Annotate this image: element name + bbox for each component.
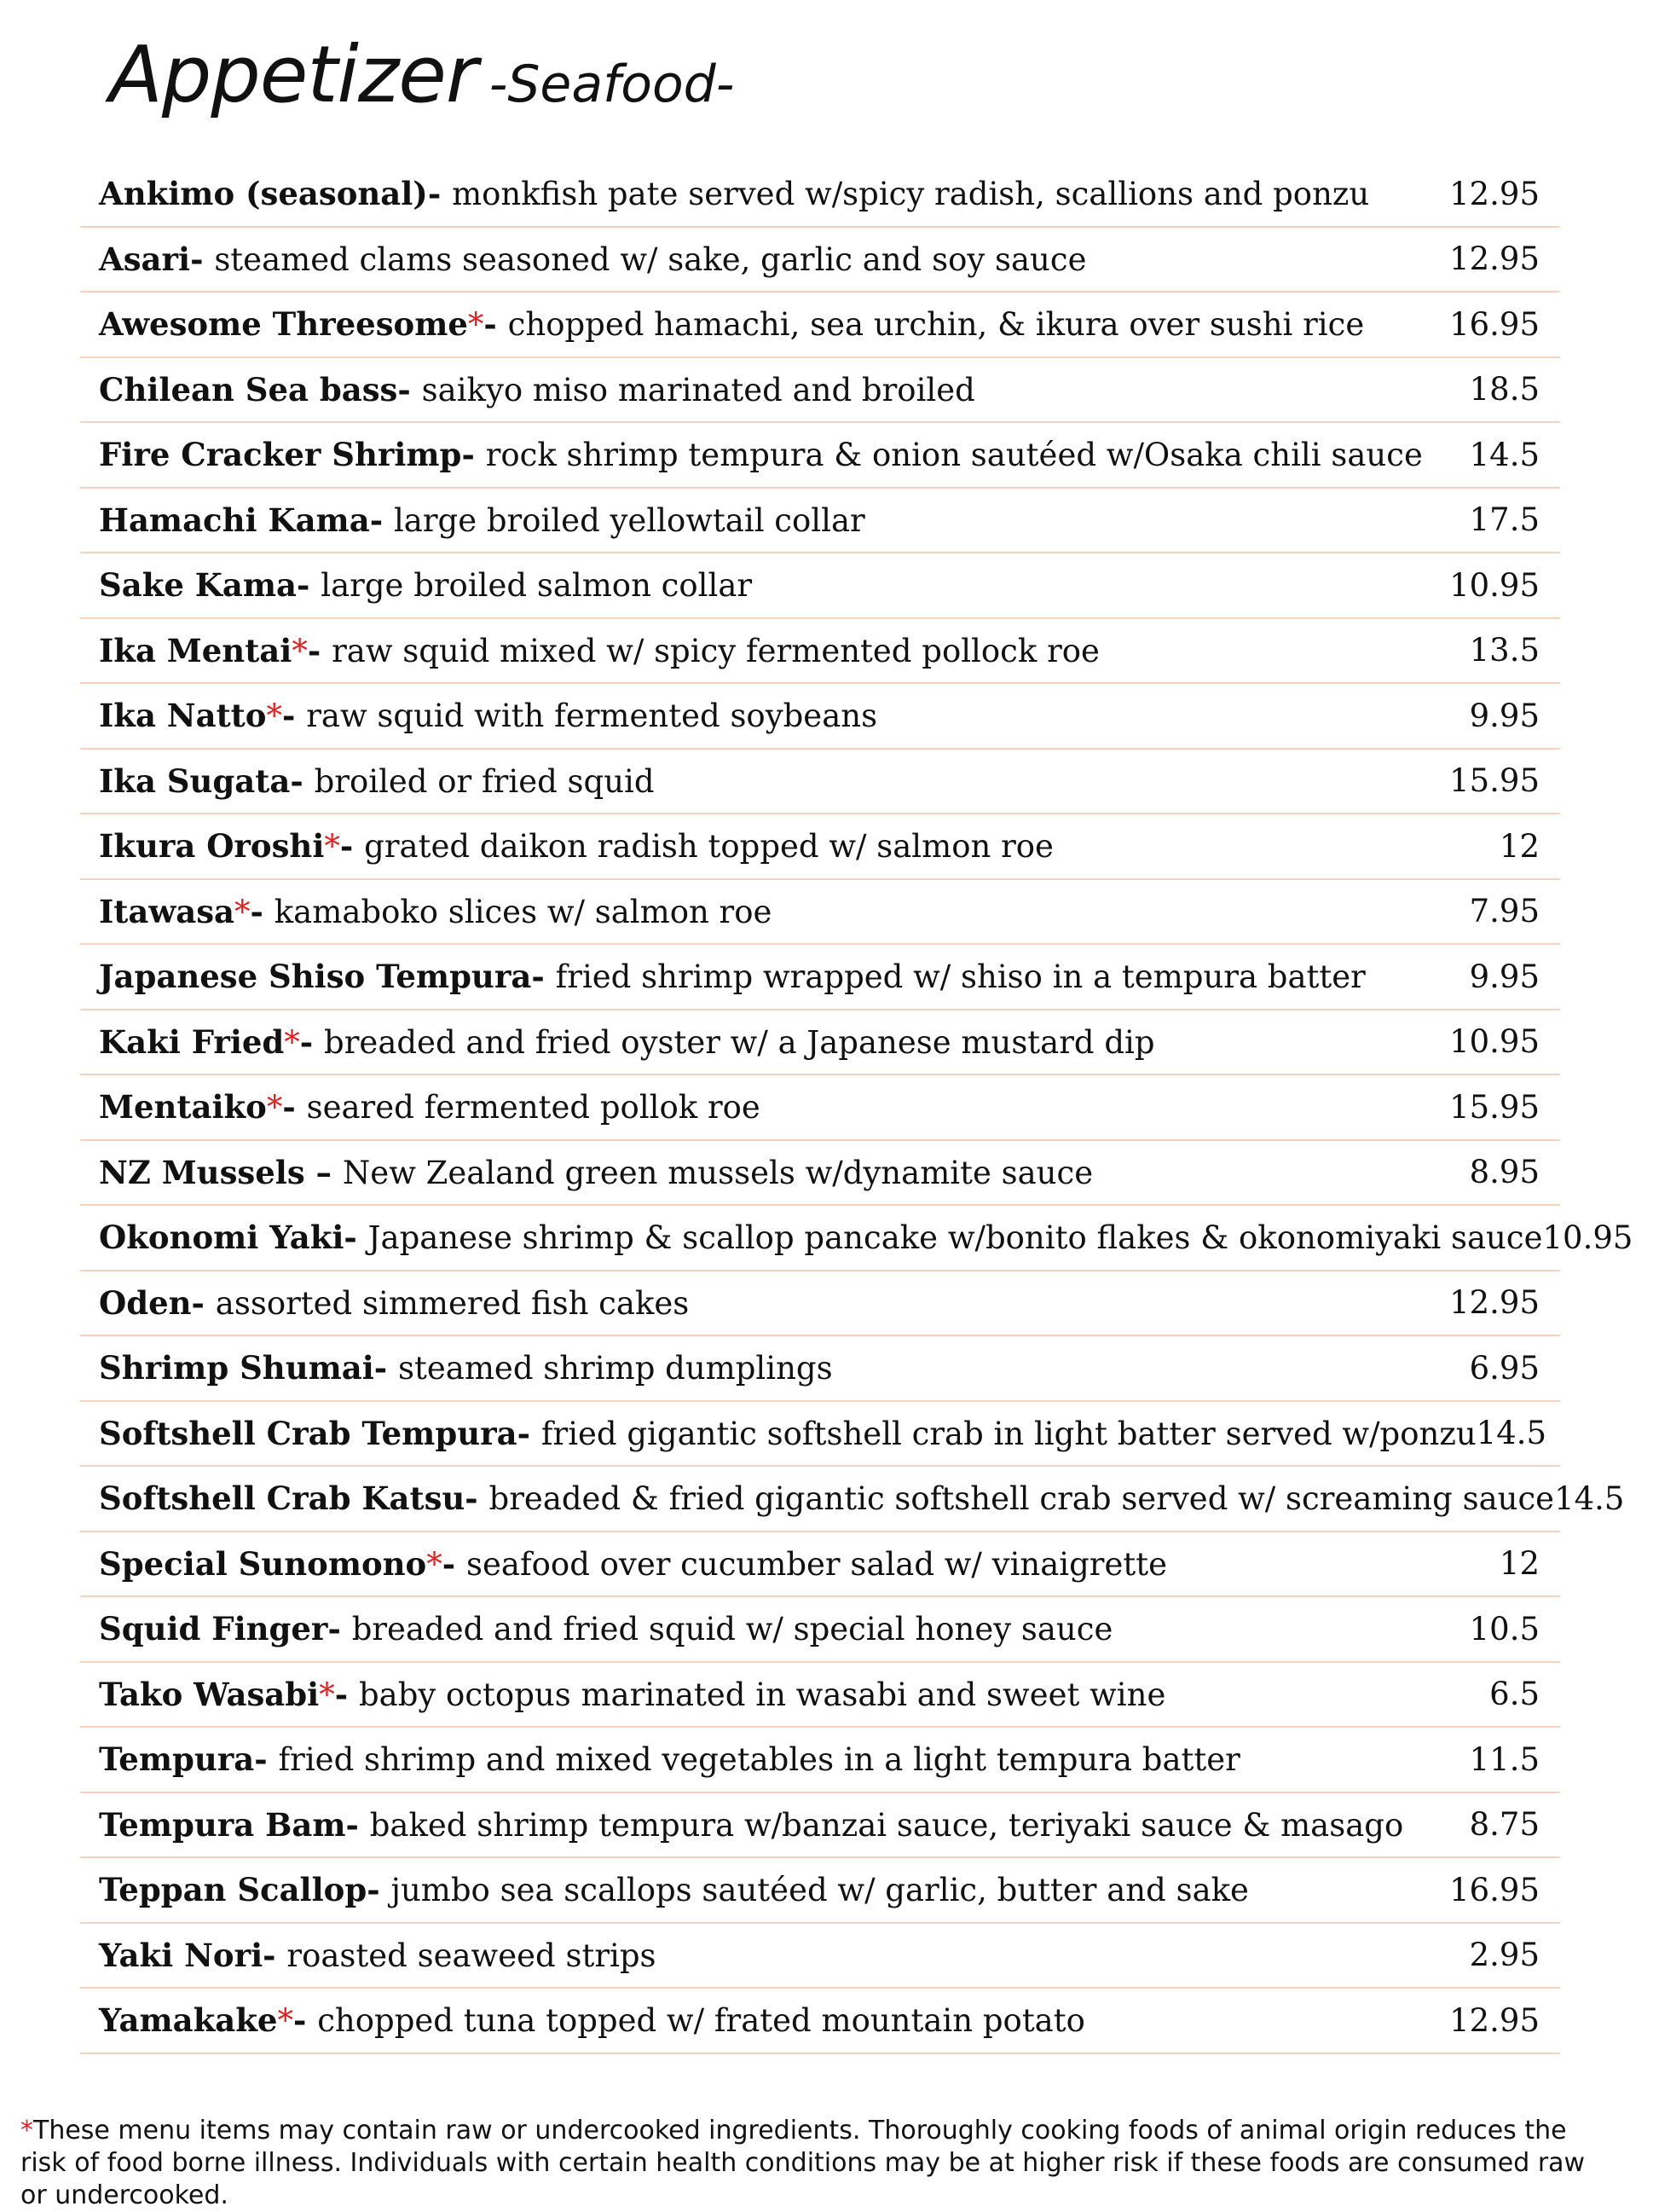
menu-item-separator: - [263,1936,287,1974]
menu-item [80,1532,1560,1598]
menu-item-price: 15.95 [1449,1088,1540,1126]
menu-item-description: rock shrimp tempura & onion sautéed w/Osaka chili sauce [485,437,1423,474]
menu-item-text [80,1871,1403,1908]
menu-item-price: 9.95 [1469,958,1540,995]
menu-item-description: saikyo miso marinated and broiled [421,371,975,408]
menu-item-text [80,1284,1403,1322]
menu-item-description: fried gigantic softshell crab in light batter served w/ponzu [540,1415,1477,1452]
menu-item-price: 8.95 [1469,1154,1540,1191]
menu-item-text [80,1219,1542,1256]
menu-item-name: Ika Natto [99,697,267,735]
menu-item [80,423,1560,489]
menu-item-name: Itawasa [99,892,235,930]
menu-item-price: 18.5 [1469,371,1540,408]
menu-item [80,1924,1560,1989]
menu-item-description: assorted simmered fish cakes [215,1284,690,1322]
menu-item-price: 14.5 [1476,1415,1547,1452]
menu-item [80,1075,1560,1141]
menu-item-text [80,1806,1403,1844]
menu-item [80,880,1560,946]
menu-item-separator: - [517,1414,541,1452]
menu-item-price: 12 [1499,827,1540,865]
menu-item-price: 12 [1499,1545,1540,1583]
menu-item-separator: - [427,175,453,213]
menu-item-price: 15.95 [1449,762,1540,800]
menu-item-price: 10.5 [1469,1610,1540,1647]
menu-item-description: grated daikon radish topped w/ salmon roe [364,828,1054,866]
footnote-text: These menu items may contain raw or undercooked ingredients. Thoroughly cooking foods of animal origin reduces the risk of food borne illness. Individuals with certain health conditions may be at higher risk if these foods are consumed raw or undercooked. [20,2116,1586,2210]
menu-item-price: 16.95 [1449,1871,1540,1908]
menu-item-text [80,632,1403,669]
raw-warning-star: * [266,1089,283,1126]
menu-item-separator: - [297,566,321,605]
menu-item-name: Sake Kama [99,566,298,605]
menu-item [80,619,1560,685]
menu-item-separator: - [339,827,365,866]
menu-item-description: chopped tuna topped w/ frated mountain potato [317,2002,1085,2040]
menu-item [80,1663,1560,1728]
menu-item-price: 10.95 [1542,1219,1633,1256]
menu-item-description: raw squid mixed w/ spicy fermented pollock roe [332,632,1100,669]
menu-item-name: Yamakake [99,2001,278,2040]
menu-item-name: Hamachi Kama [99,501,370,539]
menu-item-separator: - [307,631,332,669]
menu-item-separator: - [369,501,394,539]
menu-item-name: Oden [99,1283,192,1322]
menu-item-description: steamed shrimp dumplings [398,1350,833,1387]
menu-item-separator: - [531,958,556,996]
menu-item-price: 12.95 [1449,1284,1540,1322]
menu-item-text [80,240,1403,278]
menu-item-separator: - [465,1479,489,1518]
menu-item-name: Shrimp Shumai [99,1349,374,1387]
menu-item-description: New Zealand green mussels w/dynamite sauce [342,1154,1094,1191]
menu-item [80,1793,1560,1859]
menu-item-text [80,827,1403,865]
menu-item-separator: - [461,436,486,474]
title-main: Appetizer [109,29,477,120]
menu-item-separator: - [299,1022,325,1061]
menu-item-text [80,893,1403,930]
menu-item-description: breaded and fried squid w/ special honey sauce [351,1611,1113,1648]
menu-item-separator: - [442,1544,466,1583]
menu-item-text [80,2001,1403,2039]
menu-item-text [80,1610,1403,1647]
menu-item-text [80,436,1423,473]
menu-item [80,684,1560,750]
menu-item-text [80,1937,1403,1974]
menu-item-separator: - [397,370,422,408]
menu-item-price: 9.95 [1469,697,1540,734]
menu-list [80,162,1633,2054]
menu-item-text [80,1415,1477,1452]
menu-item [80,1989,1560,2054]
menu-item-text [80,1479,1554,1517]
menu-item [80,1206,1633,1271]
menu-item-text [80,305,1403,343]
menu-item-description: broiled or fried squid [314,762,655,800]
menu-item-price: 12.95 [1449,2001,1540,2039]
menu-item-description: large broiled yellowtail collar [393,501,865,539]
menu-item-text [80,1740,1403,1778]
menu-item-description: monkfish pate served w/spicy radish, scallions and ponzu [452,176,1370,213]
raw-warning-star: * [324,828,340,866]
raw-warning-star: * [284,1023,300,1061]
menu-item-price: 16.95 [1449,305,1540,343]
menu-item-separator: - [290,761,315,800]
menu-item-description: fried shrimp wrapped w/ shiso in a tempura batter [555,958,1366,996]
menu-item-text [80,1154,1403,1191]
menu-item-name: Mentaiko [99,1088,267,1126]
menu-item-name: Fire Cracker Shrimp [99,436,462,474]
menu-item-name: Asari [99,240,191,278]
menu-item-name: Ankimo (seasonal) [99,175,428,213]
menu-item [80,1010,1560,1076]
menu-item-price: 14.5 [1554,1479,1625,1517]
menu-item-name: Tempura [99,1740,255,1779]
menu-item-separator: - [191,1283,216,1322]
menu-item-name: Squid Finger [99,1610,328,1648]
menu-item-name: Yaki Nori [99,1936,263,1974]
raw-warning-star: * [266,698,282,735]
menu-item [80,1597,1560,1663]
menu-item-separator: - [281,697,307,735]
menu-item [80,814,1560,880]
menu-item-name: Special Sunomono [99,1544,427,1583]
menu-item [80,945,1560,1010]
menu-item-price: 12.95 [1449,175,1540,212]
menu-item-description: steamed clams seasoned w/ sake, garlic and soy sauce [214,240,1087,278]
menu-item [80,292,1560,358]
menu-item-description: fried shrimp and mixed vegetables in a light tempura batter [278,1741,1240,1779]
menu-item-separator: - [373,1349,399,1387]
menu-item-separator: - [190,240,215,278]
raw-warning-star: * [234,893,251,930]
menu-item-text [80,1676,1403,1713]
menu-item-description: chopped hamachi, sea urchin, & ikura over sushi rice [507,306,1365,344]
menu-item-name: Tempura Bam [99,1805,346,1844]
menu-item [80,489,1560,554]
menu-item-price: 10.95 [1449,1023,1540,1061]
menu-item-name: Softshell Crab Katsu [99,1479,465,1518]
menu-item-separator: - [345,1805,370,1844]
footnote-star: * [20,2116,33,2145]
menu-item-price: 7.95 [1469,893,1540,930]
menu-item-description: seared fermented pollok roe [306,1089,760,1126]
menu-item-description: baby octopus marinated in wasabi and sweet wine [358,1676,1166,1713]
menu-item-text [80,697,1403,734]
menu-item-text [80,958,1403,995]
menu-item-separator: - [327,1610,352,1648]
menu-item-name: Kaki Fried [99,1022,285,1061]
menu-item-name: Awesome Threesome [99,305,468,344]
menu-item-text [80,1088,1403,1126]
menu-item-description: baked shrimp tempura w/banzai sauce, teriyaki sauce & masago [369,1806,1404,1844]
menu-item-price: 14.5 [1469,436,1540,473]
menu-item-description: jumbo sea scallops sautéed w/ garlic, butter and sake [390,1872,1249,1909]
menu-item [80,1271,1560,1337]
menu-item-price: 6.5 [1489,1676,1540,1713]
raw-warning-star: * [277,2002,293,2040]
raw-warning-star: * [426,1545,442,1583]
menu-item-text [80,1023,1403,1061]
menu-item-name: NZ Mussels [99,1153,305,1191]
menu-item-separator: - [334,1675,359,1713]
menu-item-text [80,501,1403,539]
menu-item-name: Chilean Sea bass [99,370,398,408]
menu-item-text [80,1545,1403,1583]
menu-item-description: breaded and fried oyster w/ a Japanese mustard dip [324,1023,1155,1061]
menu-item [80,1141,1560,1207]
menu-item-price: 12.95 [1449,240,1540,278]
menu-item-description: roasted seaweed strips [286,1937,656,1974]
menu-item [80,1402,1560,1468]
menu-item-price: 2.95 [1469,1937,1540,1974]
menu-item [80,1336,1560,1402]
menu-item [80,553,1560,619]
menu-item-name: Teppan Scallop [99,1871,367,1909]
menu-item-description: large broiled salmon collar [321,567,753,605]
menu-item-separator: - [282,1088,307,1126]
menu-item-price: 6.95 [1469,1349,1540,1387]
menu-item-text [80,566,1403,604]
raw-warning-star: * [467,306,484,344]
menu-item-name: Japanese Shiso Tempura [99,958,532,996]
menu-item [80,1467,1625,1532]
footnote [20,2115,1606,2212]
menu-item-separator: - [367,1871,391,1909]
menu-item-description: seafood over cucumber salad w/ vinaigrette [466,1545,1168,1583]
menu-item-name: Okonomi Yaki [99,1219,344,1257]
menu-item-description: Japanese shrimp & scallop pancake w/bonito flakes & okonomiyaki sauce [367,1219,1543,1257]
menu-item-name: Ika Sugata [99,761,291,800]
menu-item [80,162,1560,228]
menu-item-price: 10.95 [1449,566,1540,604]
menu-item-description: raw squid with fermented soybeans [306,698,878,735]
menu-item-separator: - [344,1219,368,1257]
menu-item-separator: - [292,2001,318,2040]
menu-item-price: 11.5 [1469,1740,1540,1778]
raw-warning-star: * [292,632,308,669]
menu-item [80,1728,1560,1793]
menu-item-name: Ikura Oroshi [99,827,325,866]
menu-item-price: 13.5 [1469,632,1540,669]
menu-item-text [80,762,1403,800]
menu-item-separator: - [483,305,508,344]
title-subtitle: -Seafood- [488,55,735,114]
menu-item-text [80,1349,1403,1387]
menu-item-separator: - [250,892,275,930]
menu-item-name: Softshell Crab Tempura [99,1414,517,1452]
menu-item-description: kamaboko slices w/ salmon roe [274,893,772,930]
menu-item-price: 17.5 [1469,501,1540,539]
menu-item-text [80,175,1403,212]
menu-item-name: Ika Mentai [99,631,292,669]
menu-item-description: breaded & fried gigantic softshell crab served w/ screaming sauce [488,1480,1555,1518]
menu-item-separator: - [254,1740,279,1779]
raw-warning-star: * [319,1676,335,1713]
menu-item [80,750,1560,815]
page-title [109,29,734,120]
menu-item [80,228,1560,293]
menu-item [80,1858,1560,1924]
menu-item [80,358,1560,424]
menu-item-text [80,371,1403,408]
menu-item-price: 8.75 [1469,1806,1540,1844]
menu-item-separator: – [304,1153,343,1191]
menu-item-name: Tako Wasabi [99,1675,320,1713]
